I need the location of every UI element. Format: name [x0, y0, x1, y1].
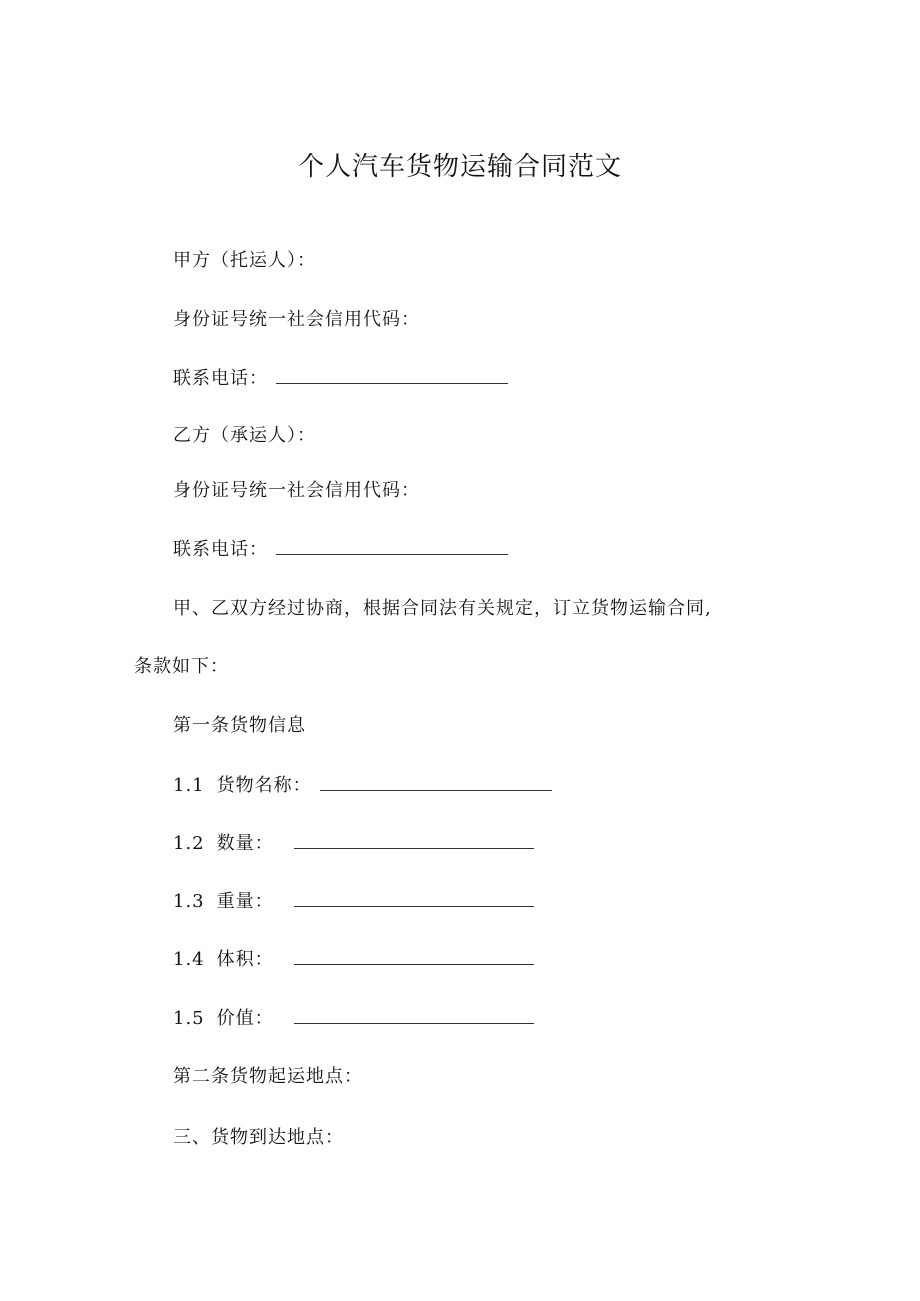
item-number: 1.4	[173, 949, 205, 970]
intro-paragraph-line2: 条款如下：	[134, 656, 229, 677]
article1-heading: 第一条货物信息	[173, 715, 306, 736]
cargo-name-blank	[320, 772, 552, 791]
article3-heading: 三、货物到达地点：	[173, 1127, 344, 1148]
article2-heading: 第二条货物起运地点：	[173, 1066, 363, 1087]
party-b-phone-label: 联系电话：	[173, 539, 268, 560]
cargo-name-row	[173, 772, 552, 799]
document-title: 个人汽车货物运输合同范文	[297, 152, 622, 182]
volume-row	[173, 946, 534, 973]
value-row	[173, 1005, 534, 1032]
item-number: 1.1	[173, 775, 205, 796]
item-label: 货物名称：	[216, 775, 312, 796]
party-b-phone-blank	[276, 536, 508, 555]
party-a-phone-row	[173, 365, 508, 392]
item-label: 价值：	[216, 1008, 274, 1029]
party-b-label: 乙方（承运人）：	[173, 425, 316, 446]
weight-row	[173, 888, 534, 915]
item-label: 重量：	[216, 891, 274, 912]
intro-paragraph-line1: 甲、乙双方经过协商，根据合同法有关规定，订立货物运输合同,	[173, 598, 712, 619]
volume-blank	[294, 946, 534, 965]
party-a-phone-blank	[276, 365, 508, 384]
party-b-phone-row	[173, 536, 508, 563]
quantity-row	[173, 830, 534, 857]
item-number: 1.2	[173, 833, 205, 854]
quantity-blank	[294, 830, 534, 849]
party-a-id-label: 身份证号统一社会信用代码：	[173, 309, 420, 330]
item-label: 数量：	[216, 833, 274, 854]
item-number: 1.3	[173, 891, 205, 912]
party-b-id-label: 身份证号统一社会信用代码：	[173, 480, 420, 501]
value-blank	[294, 1005, 534, 1024]
item-number: 1.5	[173, 1008, 205, 1029]
item-label: 体积：	[216, 949, 274, 970]
weight-blank	[294, 888, 534, 907]
party-a-label: 甲方（托运人）：	[173, 250, 316, 271]
party-a-phone-label: 联系电话：	[173, 368, 268, 389]
